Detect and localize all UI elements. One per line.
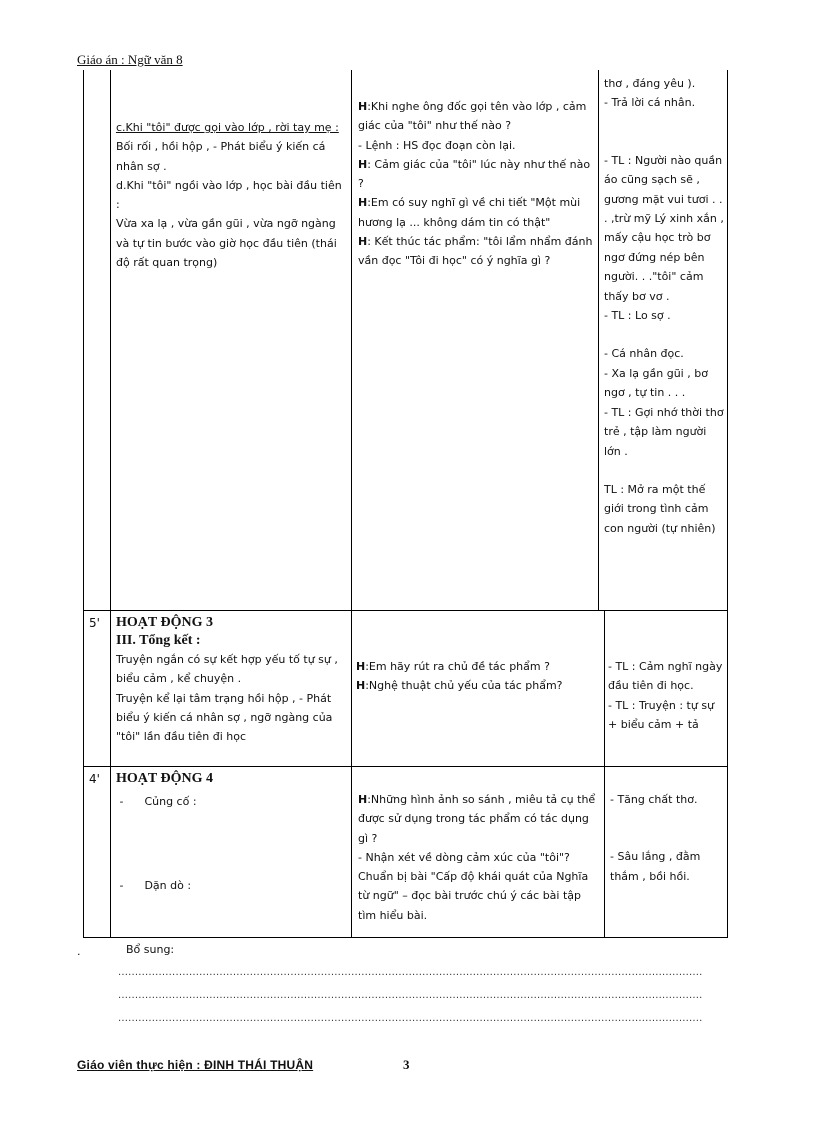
teacher-instruction: - Nhận xét về dòng cảm xúc của "tôi"? Chuẩn bị bài "Cấp độ khái quát của Nghĩa từ ngữ" – đọc bài trước chú ý các bài tập tìm hiểu bài.: [358, 850, 589, 922]
section2-content: [116, 614, 348, 746]
list-item-cungco: - Củng cố :: [116, 795, 197, 808]
teacher-signature: Giáo viên thực hiện : ĐINH THÁI THUẬN: [77, 1058, 314, 1072]
content-heading-c: c.Khi "tôi" được gọi vào lớp , rời tay mẹ :: [116, 121, 339, 134]
supplement-line: .............................................................................................................................................................................: [118, 990, 703, 1001]
student-answer: - TL : Gợi nhớ thời thơ trẻ , tập làm người lớn .: [604, 405, 724, 458]
teacher-instruction: - Lệnh : HS đọc đoạn còn lại.: [358, 138, 516, 152]
student-answer: - Tăng chất thơ.: [610, 793, 698, 806]
student-answer: - TL : Cảm nghĩ ngày đầu tiên đi học.: [608, 660, 723, 693]
teacher-question: H:Nghệ thuật chủ yếu của tác phẩm?: [356, 679, 563, 693]
supplement-bullet: .: [77, 945, 81, 958]
content-line: d.Khi "tôi" ngồi vào lớp , học bài đầu tiên :: [116, 178, 342, 212]
section1-student: [604, 74, 724, 538]
teacher-question: H:Em có suy nghĩ gì về chi tiết "Một mùi hương lạ ... không dám tin có thật": [358, 196, 581, 229]
student-answer: - TL : Lo sợ .: [604, 309, 671, 323]
student-answer: - TL : Người nào quần áo cũng sạch sẽ , gương mặt vui tươi . . . ,trừ mỹ Lý xinh xắn , mấy cậu học trò bơ ngơ đứng nép bên người. . ."tôi" cảm thấy bơ vơ .: [604, 153, 724, 303]
teacher-question: H: Cảm giác của "tôi" lúc này như thế nào ?: [358, 157, 591, 191]
section2-teacher: [356, 657, 600, 696]
page-number: 3: [403, 1057, 410, 1072]
teacher-question: H:Em hãy rút ra chủ đề tác phẩm ?: [356, 660, 550, 673]
section3-student: [610, 790, 724, 886]
teacher-question: H: Kết thúc tác phẩm: "tôi lẩm nhẩm đánh vần đọc "Tôi đi học" có ý nghĩa gì ?: [358, 235, 593, 268]
section1-content: [116, 118, 348, 272]
supplement-label: Bổ sung:: [126, 943, 175, 956]
list-item-dando: - Dặn dò :: [116, 879, 192, 893]
teacher-question: H:Những hình ảnh so sánh , miêu tả cụ thể được sử dụng trong tác phẩm có tác dụng gì ?: [358, 793, 596, 845]
activity-title: HOẠT ĐỘNG 4: [116, 771, 213, 786]
section3-content: [116, 770, 348, 896]
section2-time: 5': [89, 616, 100, 630]
content-line: Vừa xa lạ , vừa gần gũi , vừa ngỡ ngàng và tự tin bước vào giờ học đầu tiên (thái độ rất quan trọng): [116, 217, 337, 270]
section3-time: 4': [89, 772, 100, 786]
supplement-line: .............................................................................................................................................................................: [118, 967, 703, 978]
section-subheading: III. Tổng kết :: [116, 633, 201, 648]
section3-teacher: [358, 790, 596, 925]
content-line: Bối rối , hồi hộp , - Phát biểu ý kiến cá nhân sợ .: [116, 140, 326, 173]
content-line: Truyện ngắn có sự kết hợp yếu tố tự sự , biểu cảm , kể chuyện .: [116, 653, 338, 686]
section2-student: [608, 657, 725, 734]
student-answer: - Cá nhân đọc.: [604, 347, 684, 361]
student-answer: - Xa lạ gần gũi , bơ ngơ , tự tin . . .: [604, 366, 708, 400]
student-answer: - TL : Truyện : tự sự + biểu cảm + tả: [608, 698, 715, 731]
page-header: Giáo án : Ngữ văn 8: [77, 52, 183, 67]
section1-teacher: [358, 97, 594, 271]
supplement-line: .............................................................................................................................................................................: [118, 1013, 703, 1024]
teacher-question: H:Khi nghe ông đốc gọi tên vào lớp , cảm giác của "tôi" như thế nào ?: [358, 100, 587, 133]
student-answer: - Trả lời cá nhân.: [604, 96, 696, 110]
student-answer: TL : Mở ra một thế giới trong tình cảm con người (tự nhiên): [604, 482, 716, 535]
student-answer: - Sâu lắng , đằm thắm , bồi hồi.: [610, 850, 701, 883]
activity-title: HOẠT ĐỘNG 3: [116, 615, 213, 630]
student-answer: thơ , đáng yêu ).: [604, 77, 696, 90]
content-line: Truyện kể lại tâm trạng hồi hộp , - Phát biểu ý kiến cá nhân sợ , ngỡ ngàng của "tôi" lần đầu tiên đi học: [116, 691, 333, 744]
